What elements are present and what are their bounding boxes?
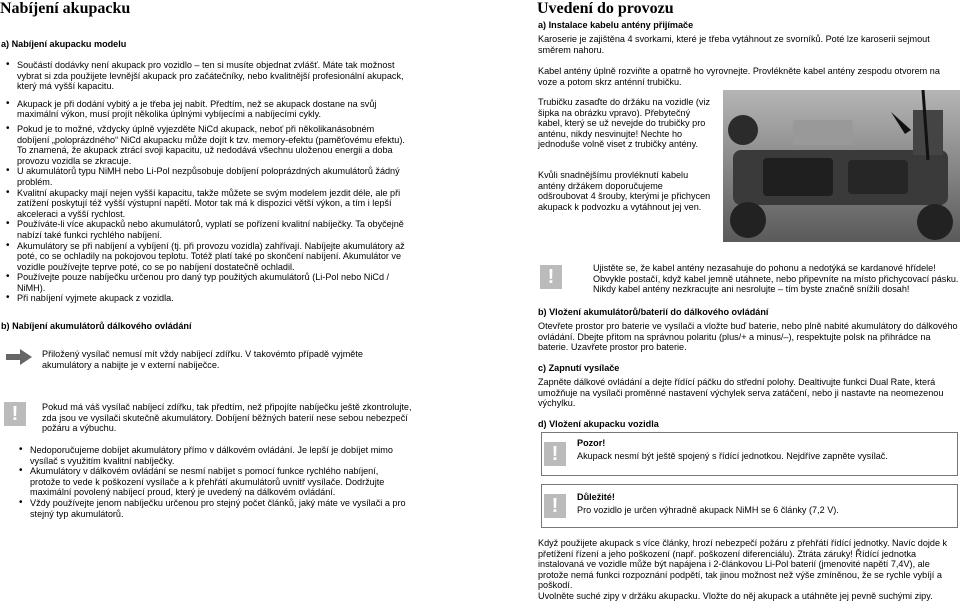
list-item: • Pokud je to možné, vždycky úplně vyjezděte NiCd akupack, neboť při několikanásobném dobíjení „poloprázdného“ NiCd akupacku může dojít k tzv. memory-efektu (paměťovému efektu). To znamená, že akupack ztrácí svoji kapacitu, už nedodává všechnu uloženou energii a doba provozu vozidla se zkracuje. — [4, 124, 408, 166]
chassis-photo — [723, 90, 960, 242]
warning-icon — [544, 494, 566, 518]
paragraph-remove-screws: Kvůli snadnějšímu provléknutí kabelu antény držákem doporučujeme odšroubovat 4 šrouby, kterými je přichycen akupack k podvozku a vytáhnout jej ven. — [538, 170, 711, 212]
heading-insert-pack: d) Vložení akupacku vozidla — [538, 419, 659, 429]
list-item: • U akumulátorů typu NiMH nebo Li-Pol nezpůsobuje dobíjení poloprázdných akumulátorů žádný problém. — [4, 166, 408, 187]
paragraph-switch-on: Zapněte dálkové ovládání a dejte řídící páčku do střední polohy. Dealtivujte funkci Dual Rate, která umožňuje na vysílači proměnné nastavení výchylek serva zatáčení, nebo ji nastavte na neomezenou výchylku. — [538, 377, 944, 409]
list-item: • Akumulátory se při nabíjení a vybíjení (tj. při provozu vozidla) zahřívají. Nabíjejte akumulátory až poté, co se ochladily na pokojovou teplotu. Totéž platí také po skončení nabíjení. Akumulátor ve vozidle používejte teprve poté, co se po nabíjení dostatečně ochladil. — [4, 241, 408, 273]
list-item: • Používáte-li více akupacků nebo akumulátorů, vyplatí se pořízení kvalitní nabíječky. Ta obyčejně nabízí také funkci rychlého nabíjení. — [4, 219, 408, 240]
list-item: • Kvalitní akupacky mají nejen vyšší kapacitu, takže můžete se svým modelem jezdit déle, ale při zatížení poskytují též vyšší výstupní napětí. Motor tak má k dispozici větší výkon, a tím i lepší akceleraci a vyšší rychlost. — [4, 188, 408, 220]
note-check-batteries: Pokud má váš vysílač nabíjecí zdířku, tak předtím, než připojíte nabíječku ještě zkontrolujte, zda jsou ve vysílači skutečně akumulátory. Dobíjení běžných baterií nese sebou nebezpečí požáru a výbuchu. — [42, 402, 412, 434]
warning-icon — [540, 265, 562, 289]
list-item: • Akupack je při dodání vybitý a je třeba jej nabít. Předtím, než se akupack dostane na svůj maximální výkon, musí projít několika úplnými vybíjecími a nabíjecími cykly. — [4, 99, 408, 120]
paragraph-overheating-risk: Když použijete akupack s více články, hrozí nebezpečí požáru z přehřátí řídící jednotky. Navíc dojde k přetížení řízení a jeho poškození (např. poškození diferenciálu). Ztráta záruky! Řídící jednotka instalovaná ve vozidle může být napájena i 2-článkovou Li-Pol baterií (jmenovité napětí 7,4V), ale protože nemá funkci rozpoznání podpětí, tak jinou možnost než výše zmíněnou, že se rychle vybíjí a poškodí. — [538, 538, 948, 591]
caution-title: Pozor! — [577, 438, 606, 448]
paragraph-body-removal: Karoserie je zajištěna 4 svorkami, které je třeba vytáhnout ze svorníků. Poté lze karoserii sejmout směrem nahoru. — [538, 34, 930, 55]
charging-tips-list — [4, 60, 408, 304]
list-item: • Při nabíjení vyjmete akupack z vozidla. — [4, 293, 408, 304]
transmitter-charging-list — [17, 445, 407, 519]
section-title-startup: Uvedení do provozu — [537, 0, 674, 17]
list-item: • Používejte pouze nabíječku určenou pro daný typ použitých akumulátorů (Li-Pol nebo NiCd / NiMH). — [4, 272, 408, 293]
paragraph-velcro: Uvolněte suché zipy v držáku akupacku. Vložte do něj akupack a utáhněte jej pevně suchými zipy. — [538, 591, 933, 601]
important-title: Důležité! — [577, 492, 615, 502]
arrow-icon — [6, 349, 32, 365]
section-title-charging: Nabíjení akupacku — [0, 0, 131, 17]
list-item: • Nedoporučujeme dobíjet akumulátory přímo v dálkovém ovládání. Je lepší je dobíjet mimo vysílač s využitím kvalitní nabíječky. — [17, 445, 407, 466]
heading-antenna-install: a) Instalace kabelu antény přijímače — [538, 20, 694, 30]
warning-icon — [544, 442, 566, 466]
note-no-charging-socket: Přiložený vysílač nemusí mít vždy nabíjecí zdířku. V takovémto případě vyjměte akumulátory a nabijte je v externí nabíječce. — [42, 349, 363, 370]
paragraph-antenna-tube: Trubičku zasaďte do držáku na vozidle (viz šipka na obrázku vpravo). Přebytečný kabel, který se už nevejde do trubičky pro anténu, nikdy nesvinujte! Nechte ho jednoduše volně viset z trubičky antény. — [538, 97, 711, 150]
paragraph-antenna-cable: Kabel antény úplně rozviňte a opatrně ho vyrovnejte. Provlékněte kabel antény zespodu otvorem na voze a potom skrz anténní trubičku. — [538, 66, 940, 87]
warning-icon — [4, 402, 26, 426]
warning-antenna-cable: Ujistěte se, že kabel antény nezasahuje do pohonu a nedotýká se kardanové hřídele! Obvykle postačí, když kabel jemně utáhnete, nebo připevníte na místo přichycovací pásku. Nikdy kabel antény nezkracujte ani nesrolujte – tím byste značně snížili dosah! — [593, 263, 959, 295]
heading-insert-batteries: b) Vložení akumulátorů/baterií do dálkového ovládání — [538, 307, 769, 317]
list-item: • Součástí dodávky není akupack pro vozidlo – ten si musíte objednat zvlášť. Máte tak možnost vybrat si zda použijete levnější akupack pro začátečníky, nebo kvalitnější profesionální akupack, který má vyšší kapacitu. — [4, 60, 408, 92]
important-text: Pro vozidlo je určen výhradně akupack NiMH se 6 články (7,2 V). — [577, 505, 839, 515]
paragraph-insert-batteries: Otevřete prostor pro baterie ve vysílači a vložte buď baterie, nebo plně nabité akumulátory do dálkového ovládání. Dbejte přitom na správnou polaritu (plus/+ a minus/–), respektujte polsk na přihrádce na baterie. Uzavřete prostor pro baterie. — [538, 321, 958, 353]
list-item: • Vždy používejte jenom nabíječku určenou pro stejný počet článků, jaký máte ve vysílači a pro stejný typ akumulátorů. — [17, 498, 407, 519]
list-item: • Akumulátory v dálkovém ovládání se nesmí nabíjet s pomocí funkce rychlého nabíjení, protože to vede k poškození vysílače a k přehřátí akumulátorů uvnitř vysílače. Dodržujte maximální povolený nabíjecí proud, který je uvedený na dálkovém ovládání. — [17, 466, 407, 498]
caution-text: Akupack nesmí být ještě spojený s řídící jednotkou. Nejdříve zapněte vysílač. — [577, 451, 888, 461]
heading-charging-model-pack: a) Nabíjení akupacku modelu — [1, 39, 127, 49]
heading-switch-on: c) Zapnutí vysílače — [538, 363, 620, 373]
heading-charging-transmitter: b) Nabíjení akumulátorů dálkového ovládání — [1, 321, 192, 331]
